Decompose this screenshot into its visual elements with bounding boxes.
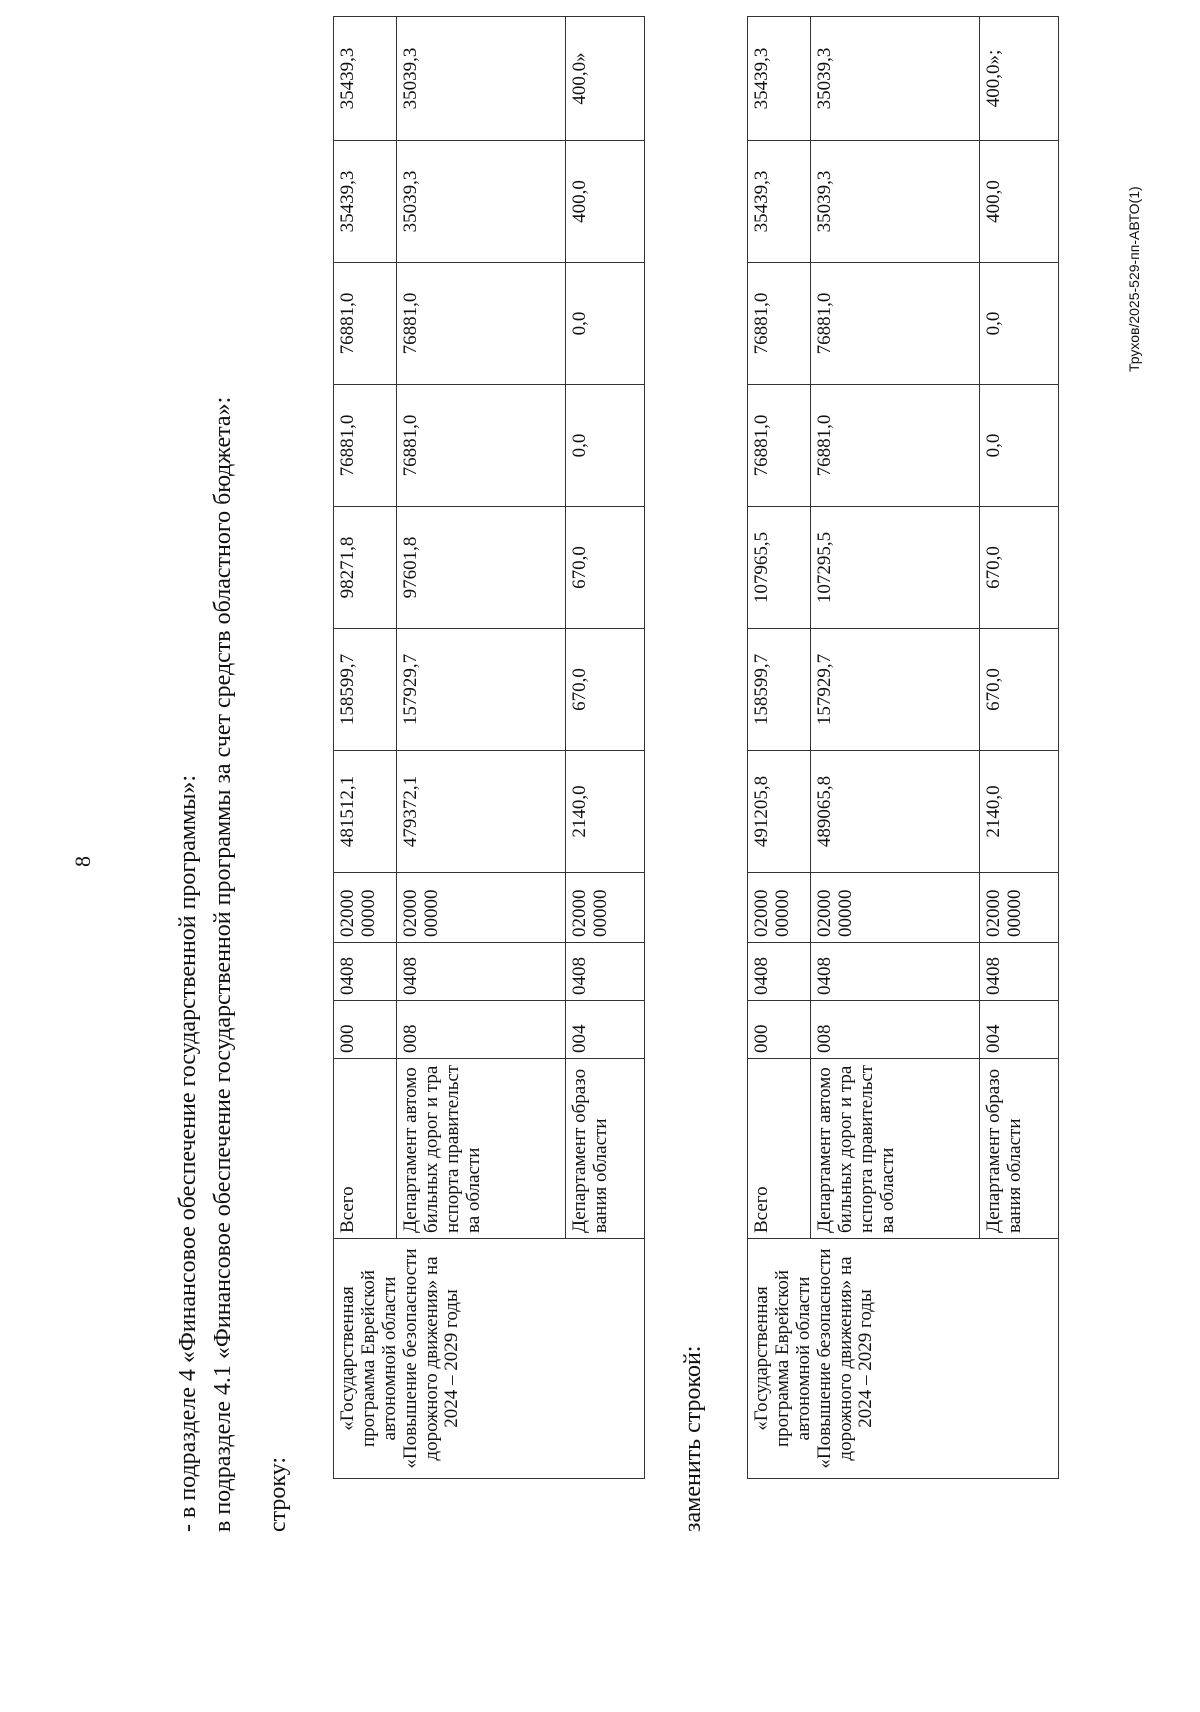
value-2027: 76881,0 [748, 263, 811, 385]
value-total: 479372,1 [397, 751, 566, 873]
value-2027: 76881,0 [397, 263, 566, 385]
csr-cell: 02000 00000 [811, 873, 980, 943]
value-2029: 35439,3 [748, 17, 811, 141]
value-2029: 35439,3 [334, 17, 397, 141]
value-2028: 35439,3 [334, 141, 397, 263]
csr-cell: 02000 00000 [397, 873, 566, 943]
program-subtitle: «Повышение безопасности дорожного движения» на 2024 – 2029 годы [813, 1248, 877, 1469]
value-2027: 76881,0 [334, 263, 397, 385]
paragraph-row-label: строку: [265, 1456, 291, 1532]
value-total: 491205,8 [748, 751, 811, 873]
program-title: «Государственная программа Еврейской автономной области [337, 1269, 400, 1448]
value-2025: 670,0 [566, 507, 645, 629]
csr-cell: 02000 00000 [748, 873, 811, 943]
program-subtitle: «Повышение безопасности дорожного движения» на 2024 – 2029 годы [399, 1248, 463, 1469]
value-2026: 0,0 [566, 385, 645, 507]
rzpr-cell: 0408 [980, 943, 1059, 1001]
value-2025: 107965,5 [748, 507, 811, 629]
value-2027: 76881,0 [811, 263, 980, 385]
rzpr-cell: 0408 [748, 943, 811, 1001]
value-2025: 97601,8 [397, 507, 566, 629]
csr-cell: 02000 00000 [566, 873, 645, 943]
paragraph-subsection-4-1: в подразделе 4.1 «Финансовое обеспечение государственной программы за счет средств областного бюджета»: [210, 396, 236, 1532]
value-2029: 35039,3 [397, 17, 566, 141]
grbs-cell: 000 [334, 1001, 397, 1059]
executor-cell: Департамент образования области [980, 1059, 1059, 1239]
csr-cell: 02000 00000 [334, 873, 397, 943]
value-2028: 35039,3 [811, 141, 980, 263]
table-row [748, 17, 811, 1479]
value-2026: 76881,0 [397, 385, 566, 507]
grbs-cell: 004 [980, 1001, 1059, 1059]
value-2026: 0,0 [980, 385, 1059, 507]
value-2028: 35039,3 [397, 141, 566, 263]
value-2026: 76881,0 [748, 385, 811, 507]
paragraph-subsection-4: - в подразделе 4 «Финансовое обеспечение государственной программы»: [175, 774, 201, 1532]
value-2024: 670,0 [980, 629, 1059, 751]
value-2028: 35439,3 [748, 141, 811, 263]
executor-cell: Департамент автомобильных дорог и транспорта правительства области [397, 1059, 566, 1239]
executor-cell: Всего [748, 1059, 811, 1239]
value-total: 481512,1 [334, 751, 397, 873]
grbs-cell: 008 [811, 1001, 980, 1059]
value-2029: 35039,3 [811, 17, 980, 141]
value-2029: 400,0»; [980, 17, 1059, 141]
budget-table-replacement [747, 16, 1059, 1479]
value-2026: 76881,0 [334, 385, 397, 507]
value-2027: 0,0 [980, 263, 1059, 385]
rzpr-cell: 0408 [566, 943, 645, 1001]
value-2024: 158599,7 [334, 629, 397, 751]
rzpr-cell: 0408 [334, 943, 397, 1001]
value-2025: 107295,5 [811, 507, 980, 629]
program-name-cell [748, 1239, 1059, 1479]
value-total: 2140,0 [980, 751, 1059, 873]
value-total: 489065,8 [811, 751, 980, 873]
value-2027: 0,0 [566, 263, 645, 385]
executor-cell: Департамент автомобильных дорог и транспорта правительства области [811, 1059, 980, 1239]
value-2024: 157929,7 [811, 629, 980, 751]
rzpr-cell: 0408 [397, 943, 566, 1001]
page-number: 8 [70, 856, 95, 867]
rzpr-cell: 0408 [811, 943, 980, 1001]
value-2029: 400,0» [566, 17, 645, 141]
table-row [334, 17, 397, 1479]
value-2024: 157929,7 [397, 629, 566, 751]
program-name-cell [334, 1239, 645, 1479]
program-title: «Государственная программа Еврейской автономной области [751, 1269, 814, 1448]
grbs-cell: 008 [397, 1001, 566, 1059]
document-footer-code: Трухов/2025-529-пп-АВТО(1) [1126, 186, 1142, 372]
grbs-cell: 000 [748, 1001, 811, 1059]
value-2024: 158599,7 [748, 629, 811, 751]
value-2026: 76881,0 [811, 385, 980, 507]
executor-cell: Всего [334, 1059, 397, 1239]
value-2024: 670,0 [566, 629, 645, 751]
value-2025: 98271,8 [334, 507, 397, 629]
csr-cell: 02000 00000 [980, 873, 1059, 943]
executor-cell: Департамент образования области [566, 1059, 645, 1239]
budget-table-original [333, 16, 645, 1479]
value-2028: 400,0 [980, 141, 1059, 263]
value-total: 2140,0 [566, 751, 645, 873]
grbs-cell: 004 [566, 1001, 645, 1059]
value-2028: 400,0 [566, 141, 645, 263]
paragraph-replace-label: заменить строкой: [680, 1345, 706, 1532]
value-2025: 670,0 [980, 507, 1059, 629]
